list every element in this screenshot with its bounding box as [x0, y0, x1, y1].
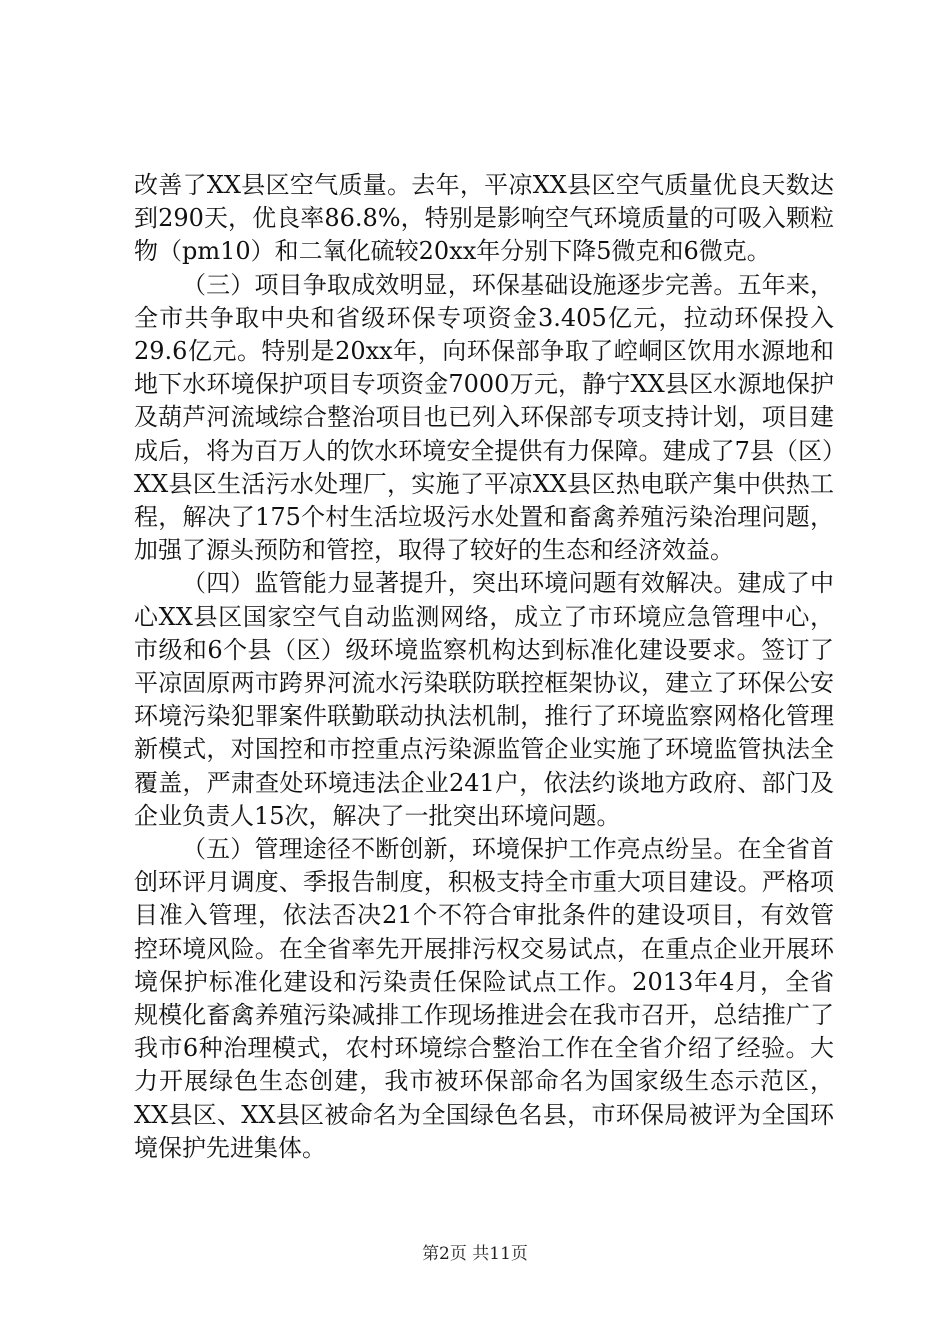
page-footer: 第2页 共11页	[422, 1244, 528, 1264]
paragraph-section-3: （三）项目争取成效明显，环保基础设施逐步完善。五年来，全市共争取中央和省级环保专项资金3.405亿元，拉动环保投入29.6亿元。特别是20xx年，向环保部争取了崆峒区饮用水源地和地下水环境保护项目专项资金7000万元，静宁XX县区水源地保护及葫芦河流域综合整治项目也已列入环保部专项支持计划，项目建成后，将为百万人的饮水环境安全提供有力保障。建成了7县（区）XX县区生活污水处理厂，实施了平凉XX县区热电联产集中供热工程，解决了175个村生活垃圾污水处置和畜禽养殖污染治理问题，加强了源头预防和管控，取得了较好的生态和经济效益。	[134, 270, 834, 565]
paragraph-continuation: 改善了XX县区空气质量。去年，平凉XX县区空气质量优良天数达到290天，优良率86.8%，特别是影响空气环境质量的可吸入颗粒物（pm10）和二氧化硫较20xx年分别下降5微克和6微克。	[134, 171, 834, 266]
document-body	[134, 169, 834, 1165]
paragraph-section-4: （四）监管能力显著提升，突出环境问题有效解决。建成了中心XX县区国家空气自动监测网络，成立了市环境应急管理中心，市级和6个县（区）级环境监察机构达到标准化建设要求。签订了平凉固原两市跨界河流水污染联防联控框架协议，建立了环保公安环境污染犯罪案件联勤联动执法机制，推行了环境监察网格化管理新模式，对国控和市控重点污染源监管企业实施了环境监管执法全覆盖，严肃查处环境违法企业241户，依法约谈地方政府、部门及企业负责人15次，解决了一批突出环境问题。	[134, 569, 834, 830]
paragraph-section-5: （五）管理途径不断创新，环境保护工作亮点纷呈。在全省首创环评月调度、季报告制度，积极支持全市重大项目建设。严格项目准入管理，依法否决21个不符合审批条件的建设项目，有效管控环境风险。在全省率先开展排污权交易试点，在重点企业开展环境保护标准化建设和污染责任保险试点工作。2013年4月，全省规模化畜禽养殖污染减排工作现场推进会在我市召开，总结推广了我市6种治理模式，农村环境综合整治工作在全省介绍了经验。大力开展绿色生态创建，我市被环保部命名为国家级生态示范区，XX县区、XX县区被命名为全国绿色名县，市环保局被评为全国环境保护先进集体。	[134, 835, 834, 1162]
